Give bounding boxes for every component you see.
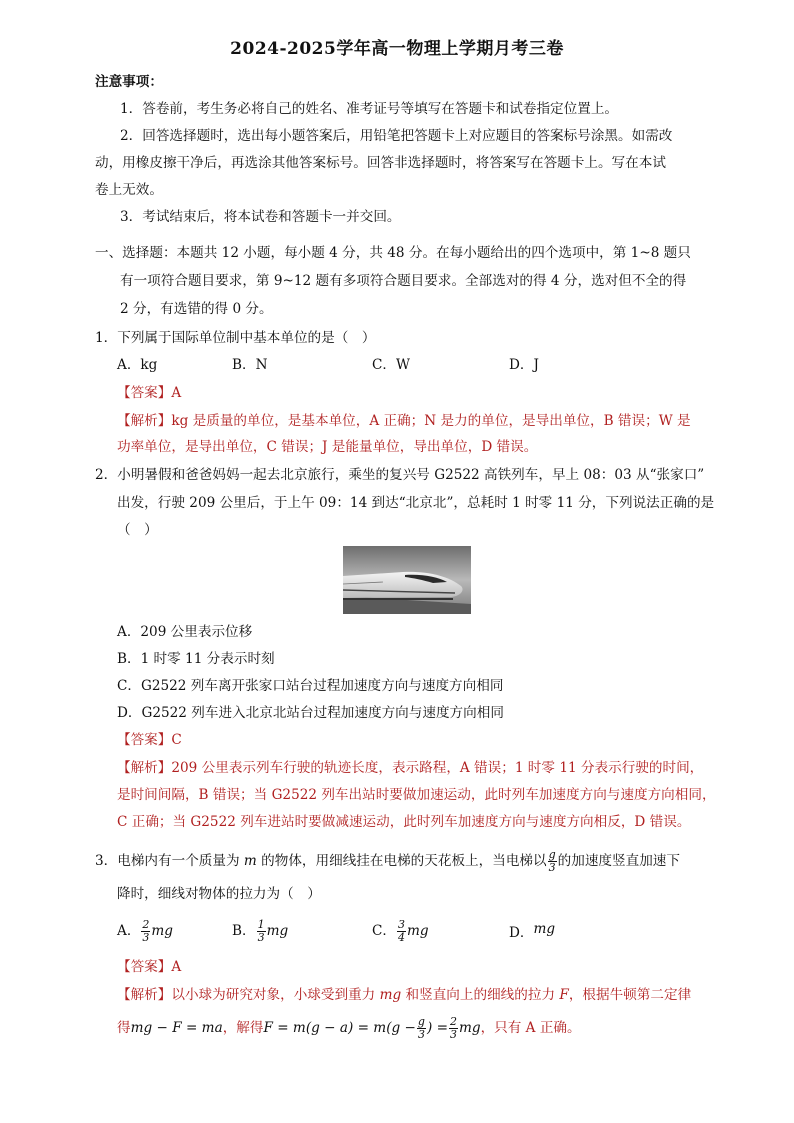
q2-option-c: C．G2522 列车离开张家口站台过程加速度方向与速度方向相同 bbox=[117, 678, 504, 694]
q2-stem-line-3: （ ） bbox=[117, 522, 158, 538]
q3-stem-mass: m bbox=[243, 853, 257, 869]
q3-option-a bbox=[117, 919, 173, 944]
q3-option-b-numerator: 1 bbox=[257, 918, 265, 931]
q3-option-b-denominator: 3 bbox=[257, 931, 265, 944]
q3-option-c-label: C． bbox=[372, 923, 396, 939]
q2-option-d: D．G2522 列车进入北京北站台过程加速度方向与速度方向相同 bbox=[117, 705, 504, 721]
q3-option-b bbox=[232, 919, 288, 944]
section-1-line-1: 一、选择题：本题共 12 小题，每小题 4 分，共 48 分。在每小题给出的四个选项中，第 1~8 题只 bbox=[95, 245, 691, 261]
q3-analysis-part-a: 【解析】以小球为研究对象，小球受到重力 bbox=[117, 987, 380, 1003]
q3-analysis-mg: mg bbox=[379, 987, 402, 1003]
q1-analysis-line-1: 【解析】kg 是质量的单位，是基本单位，A 正确；N 是力的单位，是导出单位，B 错误；W 是 bbox=[117, 413, 691, 429]
q3-stem-fraction bbox=[548, 849, 557, 874]
q2-analysis-line-3: C 正确；当 G2522 列车进站时要做减速运动，此时列车加速度方向与速度方向相反，D 错误。 bbox=[117, 814, 691, 830]
q3-option-c-denominator: 4 bbox=[398, 931, 405, 944]
q3-option-a-numerator: 2 bbox=[142, 918, 150, 931]
q1-stem: 1．下列属于国际单位制中基本单位的是（ ） bbox=[95, 330, 376, 346]
q3-analysis-line-1 bbox=[117, 985, 691, 1005]
q1-option-b: B．N bbox=[232, 357, 268, 373]
q3-option-d-label: D． bbox=[509, 925, 534, 941]
q3-option-c-fraction bbox=[397, 919, 406, 944]
high-speed-train-photo bbox=[343, 546, 471, 614]
section-1-line-2: 有一项符合题目要求，第 9~12 题有多项符合题目要求。全部选对的得 4 分，选对但不全的得 bbox=[120, 273, 687, 289]
q3-equation-solution-a: F = m(g − a) = m(g − bbox=[263, 1020, 416, 1036]
notice-item-1: 1．答卷前，考生务必将自己的姓名、准考证号等填写在答题卡和试卷指定位置上。 bbox=[120, 101, 619, 117]
q3-stem-line-2: 降时，细线对物体的拉力为（ ） bbox=[117, 886, 321, 902]
q3-equation-g3-denominator: 3 bbox=[417, 1028, 425, 1041]
notice-heading: 注意事项： bbox=[95, 74, 163, 90]
q3-option-d bbox=[509, 919, 555, 943]
q3-option-b-tail: mg bbox=[266, 923, 289, 939]
q3-analysis-jiede: ，解得 bbox=[222, 1020, 264, 1036]
q3-stem-part-c: 的加速度竖直加速下 bbox=[557, 853, 680, 869]
q3-equation-fraction-g3 bbox=[417, 1016, 426, 1041]
q3-analysis-line-2 bbox=[117, 1016, 581, 1041]
q3-equation-23-numerator: 2 bbox=[449, 1015, 457, 1028]
q3-equation-solution-c: mg bbox=[458, 1020, 481, 1036]
q2-stem-line-1: 2．小明暑假和爸爸妈妈一起去北京旅行，乘坐的复兴号 G2522 高铁列车，早上 08：03 从“张家口” bbox=[95, 467, 705, 483]
q2-analysis-line-1: 【解析】209 公里表示列车行驶的轨迹长度，表示路程，A 错误；1 时零 11 分表示行驶的时间， bbox=[117, 760, 704, 776]
notice-item-2-line-3: 卷上无效。 bbox=[95, 182, 163, 198]
q2-analysis-line-2: 是时间间隔，B 错误；当 G2522 列车出站时要做加速运动，此时列车加速度方向与速度方向相同， bbox=[117, 787, 716, 803]
q3-option-d-tail: mg bbox=[533, 921, 556, 937]
q3-equation-solution-b: ) = bbox=[426, 1020, 448, 1036]
q3-answer: 【答案】A bbox=[117, 959, 182, 975]
q3-equation-g3-numerator: g bbox=[417, 1015, 425, 1028]
page-title: 2024-2025学年高一物理上学期月考三卷 bbox=[230, 39, 564, 59]
q3-equation-23-denominator: 3 bbox=[449, 1028, 457, 1041]
q2-option-a: A．209 公里表示位移 bbox=[117, 624, 253, 640]
q1-option-d: D．J bbox=[509, 357, 539, 373]
notice-item-3: 3．考试结束后，将本试卷和答题卡一并交回。 bbox=[120, 209, 401, 225]
notice-item-2-line-1: 2．回答选择题时，选出每小题答案后，用铅笔把答题卡上对应题目的答案标号涂黑。如需改 bbox=[120, 128, 673, 144]
q3-stem-line-1 bbox=[95, 849, 680, 874]
q3-option-b-fraction bbox=[257, 919, 266, 944]
q3-equation-newton: mg − F = ma bbox=[130, 1020, 223, 1036]
notice-item-2-line-2: 动，用橡皮擦干净后，再选涂其他答案标号。回答非选择题时，将答案写在答题卡上。写在本试 bbox=[95, 155, 666, 171]
q3-stem-part-b: 的物体，用细线挂在电梯的天花板上，当电梯以 bbox=[256, 853, 547, 869]
q3-option-c-numerator: 3 bbox=[398, 918, 405, 931]
q1-option-c: C．W bbox=[372, 357, 410, 373]
q2-stem-line-2: 出发，行驶 209 公里后，于上午 09：14 到达“北京北”，总耗时 1 时零 11 分，下列说法正确的是 bbox=[117, 495, 715, 511]
q1-answer: 【答案】A bbox=[117, 385, 182, 401]
section-1-line-3: 2 分，有选错的得 0 分。 bbox=[120, 301, 273, 317]
q3-option-a-fraction bbox=[141, 919, 150, 944]
q3-analysis-force: F bbox=[559, 987, 569, 1003]
q3-analysis-part-b: 和竖直向上的细线的拉力 bbox=[401, 987, 560, 1003]
q2-option-b: B．1 时零 11 分表示时刻 bbox=[117, 651, 275, 667]
q1-analysis-line-2: 功率单位，是导出单位，C 错误；J 是能量单位，导出单位，D 错误。 bbox=[117, 439, 538, 455]
q3-option-b-label: B． bbox=[232, 923, 256, 939]
q3-analysis-part-c: ，根据牛顿第二定律 bbox=[568, 987, 692, 1003]
q3-option-a-denominator: 3 bbox=[142, 931, 150, 944]
q3-stem-part-a: 3．电梯内有一个质量为 bbox=[95, 853, 244, 869]
q3-option-c-tail: mg bbox=[407, 923, 429, 939]
q3-analysis-conclusion: ，只有 A 正确。 bbox=[480, 1020, 581, 1036]
q3-equation-fraction-23 bbox=[449, 1016, 458, 1041]
q3-stem-fraction-numerator: g bbox=[548, 848, 556, 861]
q3-stem-fraction-denominator: 3 bbox=[548, 861, 556, 874]
q1-option-a: A．kg bbox=[117, 357, 158, 373]
q3-option-a-label: A． bbox=[117, 923, 141, 939]
q3-option-a-tail: mg bbox=[151, 923, 174, 939]
q3-analysis-de: 得 bbox=[117, 1020, 131, 1036]
q2-answer: 【答案】C bbox=[117, 732, 182, 748]
q3-option-c bbox=[372, 919, 429, 944]
